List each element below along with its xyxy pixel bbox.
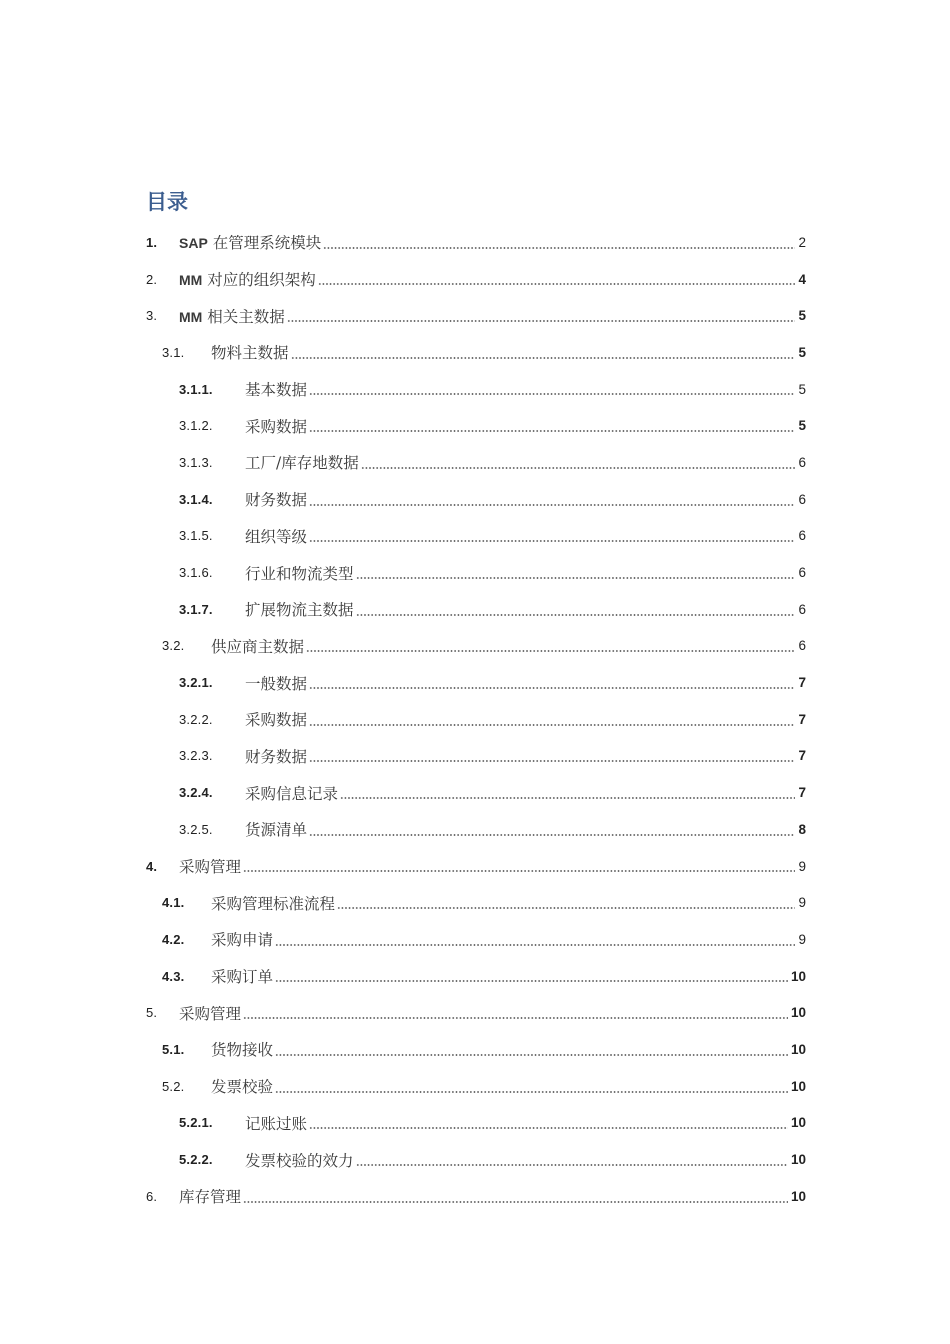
toc-entry-3-1-7[interactable] [0, 591, 950, 628]
toc-entry-number: 5.2.2. [179, 1152, 213, 1168]
toc-entry-3-1-6[interactable] [0, 554, 950, 591]
toc-entry-number: 3.1.3. [179, 454, 213, 470]
toc-entry-title [245, 1112, 309, 1134]
toc-entry-title-text: 组织等级 [245, 527, 308, 546]
toc-entry-title-text: 财务数据 [245, 491, 308, 510]
toc-entry-number: 3.2.4. [179, 785, 213, 801]
toc-entry-3-1-3[interactable] [0, 444, 950, 481]
toc-entry-title [211, 965, 275, 987]
toc-entry-page-number: 5 [795, 418, 806, 433]
toc-entry-3-1-5[interactable] [0, 518, 950, 555]
toc-entry-dot-leader [340, 797, 795, 799]
toc-entry-3-1-1[interactable] [0, 371, 950, 408]
toc-entry-dot-leader [275, 1054, 788, 1056]
toc-entry-page-number: 6 [795, 602, 806, 617]
toc-entry-title [211, 892, 337, 914]
toc-entry-2[interactable] [0, 261, 950, 298]
toc-entry-3-2[interactable] [0, 628, 950, 665]
toc-entry-title-text: 采购管理 [179, 1004, 242, 1023]
toc-entry-number: 3.2.3. [179, 748, 213, 764]
toc-entry-number: 5.1. [162, 1041, 185, 1057]
toc-entry-dot-leader [309, 1127, 788, 1129]
toc-entry-dot-leader [309, 393, 795, 395]
toc-entry-title-prefix: MM [179, 308, 203, 325]
toc-entry-4-1[interactable] [0, 884, 950, 921]
toc-entry-title [245, 525, 309, 547]
toc-entry-dot-leader [287, 320, 796, 322]
toc-entry-title [245, 451, 361, 473]
toc-entry-dot-leader [309, 504, 795, 506]
toc-entry-3-2-4[interactable] [0, 774, 950, 811]
toc-entry-number: 3.1.4. [179, 491, 213, 507]
toc-entry-4-3[interactable] [0, 958, 950, 995]
toc-entry-page-number: 10 [788, 1115, 806, 1130]
toc-entry-number: 3.2.5. [179, 821, 213, 837]
toc-entry-dot-leader [309, 540, 795, 542]
toc-entry-number: 4.3. [162, 968, 185, 984]
toc-entry-page-number: 7 [795, 785, 806, 800]
toc-entry-title-text: 采购管理标准流程 [211, 894, 336, 913]
toc-entry-title-text: 工厂/库存地数据 [245, 454, 359, 473]
toc-entry-title-prefix: MM [179, 272, 203, 289]
toc-entry-title [245, 562, 356, 584]
toc-entry-page-number: 7 [795, 675, 806, 690]
toc-entry-page-number: 4 [795, 272, 806, 287]
toc-entry-title [245, 818, 309, 840]
toc-entry-title [245, 378, 309, 400]
toc-entry-dot-leader [309, 430, 795, 432]
toc-entry-page-number: 8 [795, 822, 806, 837]
toc-entry-title [245, 672, 309, 694]
toc-entry-5-2-2[interactable] [0, 1141, 950, 1178]
toc-entry-title-text: 采购数据 [245, 711, 308, 730]
toc-entry-number: 3.1.1. [179, 381, 213, 397]
toc-entry-page-number: 10 [788, 1005, 806, 1020]
toc-entry-6[interactable] [0, 1178, 950, 1215]
toc-entry-page-number: 2 [795, 235, 806, 250]
toc-entry-1[interactable] [0, 224, 950, 261]
toc-entry-3-2-3[interactable] [0, 738, 950, 775]
toc-entry-title [245, 415, 309, 437]
toc-entry-number: 2. [146, 271, 158, 287]
toc-entry-5-1[interactable] [0, 1031, 950, 1068]
toc-entry-title-text: 供应商主数据 [211, 637, 305, 656]
toc-heading: 目录 [146, 190, 188, 214]
toc-entry-title-text: 扩展物流主数据 [245, 601, 354, 620]
toc-entry-number: 3.2.2. [179, 711, 213, 727]
toc-entry-title-text: 对应的组织架构 [202, 271, 316, 290]
toc-entry-dot-leader [243, 1017, 788, 1019]
toc-entry-page-number: 5 [795, 308, 806, 323]
toc-entry-dot-leader [356, 614, 796, 616]
toc-entry-title-text: 采购申请 [211, 931, 274, 950]
toc-entry-3-2-5[interactable] [0, 811, 950, 848]
toc-entry-dot-leader [361, 467, 796, 469]
toc-entry-number: 5.2.1. [179, 1115, 213, 1131]
toc-entry-dot-leader [337, 907, 795, 909]
toc-entry-title [179, 1002, 243, 1024]
toc-entry-title-text: 货源清单 [245, 821, 308, 840]
toc-entry-title-text: 一般数据 [245, 674, 308, 693]
toc-entry-number: 4.1. [162, 895, 185, 911]
toc-entry-dot-leader [306, 650, 795, 652]
toc-entry-title-text: 发票校验的效力 [245, 1151, 354, 1170]
toc-entry-number: 4. [146, 858, 158, 874]
toc-entry-title-text: 发票校验 [211, 1078, 274, 1097]
toc-entry-title [179, 268, 318, 290]
toc-entry-title-text: 记账过账 [245, 1114, 308, 1133]
toc-entry-title [245, 745, 309, 767]
toc-entry-4-2[interactable] [0, 921, 950, 958]
toc-entry-number: 6. [146, 1188, 158, 1204]
toc-entry-page-number: 5 [795, 345, 806, 360]
toc-entry-title-text: 相关主数据 [202, 307, 285, 326]
toc-entry-page-number: 9 [795, 859, 806, 874]
toc-entry-dot-leader [243, 870, 795, 872]
toc-entry-page-number: 9 [795, 895, 806, 910]
toc-entry-page-number: 6 [795, 638, 806, 653]
toc-entry-number: 1. [146, 234, 158, 250]
toc-entry-title-text: 基本数据 [245, 381, 308, 400]
toc-entry-3-2-1[interactable] [0, 664, 950, 701]
toc-entry-page-number: 5 [795, 382, 806, 397]
toc-entry-title [211, 928, 275, 950]
toc-entry-5[interactable] [0, 994, 950, 1031]
toc-entry-page-number: 6 [795, 565, 806, 580]
toc-entry-page-number: 6 [795, 528, 806, 543]
toc-entry-5-2-1[interactable] [0, 1105, 950, 1142]
toc-entry-number: 4.2. [162, 931, 185, 947]
toc-entry-page-number: 10 [788, 1079, 806, 1094]
toc-entry-dot-leader [275, 944, 795, 946]
toc-entry-dot-leader [275, 980, 788, 982]
toc-entry-3-1-4[interactable] [0, 481, 950, 518]
toc-entry-title [211, 341, 291, 363]
toc-entry-title [179, 855, 243, 877]
toc-entry-dot-leader [309, 760, 795, 762]
toc-entry-title [211, 635, 306, 657]
toc-entry-title [245, 708, 309, 730]
toc-entry-dot-leader [309, 687, 795, 689]
toc-entry-page-number: 9 [795, 932, 806, 947]
toc-entry-3[interactable] [0, 297, 950, 334]
toc-entry-title-text: 采购订单 [211, 968, 274, 987]
toc-entry-number: 3.1.2. [179, 418, 213, 434]
toc-entry-number: 3.2. [162, 638, 185, 654]
toc-entry-3-1[interactable] [0, 334, 950, 371]
toc-entry-title-text: 货物接收 [211, 1041, 274, 1060]
toc-entry-dot-leader [318, 283, 796, 285]
toc-entry-title-text: 库存管理 [179, 1188, 242, 1207]
toc-entry-title-text: 财务数据 [245, 747, 308, 766]
toc-entry-page-number: 10 [788, 1152, 806, 1167]
toc-entry-number: 3.1.6. [179, 565, 213, 581]
toc-entry-number: 5.2. [162, 1078, 185, 1094]
toc-entry-title [211, 1038, 275, 1060]
toc-entry-page-number: 6 [795, 455, 806, 470]
toc-entry-page-number: 10 [788, 969, 806, 984]
toc-entry-page-number: 7 [795, 748, 806, 763]
toc-entry-5-2[interactable] [0, 1068, 950, 1105]
toc-entry-number: 3.2.1. [179, 675, 213, 691]
toc-entry-title [245, 1149, 356, 1171]
toc-entry-title [179, 1185, 243, 1207]
toc-entry-page-number: 6 [795, 492, 806, 507]
toc-entry-dot-leader [243, 1201, 788, 1203]
toc-list [0, 224, 950, 1215]
toc-entry-dot-leader [275, 1091, 788, 1093]
toc-entry-dot-leader [309, 834, 795, 836]
toc-entry-title-text: 物料主数据 [211, 344, 289, 363]
toc-entry-page-number: 10 [788, 1189, 806, 1204]
toc-entry-number: 3.1. [162, 344, 185, 360]
toc-entry-3-1-2[interactable] [0, 407, 950, 444]
toc-entry-title [245, 488, 309, 510]
toc-entry-dot-leader [356, 577, 796, 579]
toc-entry-dot-leader [309, 724, 795, 726]
toc-entry-title-text: 行业和物流类型 [245, 564, 354, 583]
toc-entry-page-number: 10 [788, 1042, 806, 1057]
toc-entry-title [211, 1075, 275, 1097]
toc-entry-dot-leader [356, 1164, 788, 1166]
toc-entry-title-text: 采购信息记录 [245, 784, 339, 803]
toc-entry-number: 3.1.5. [179, 528, 213, 544]
toc-entry-4[interactable] [0, 848, 950, 885]
toc-entry-title [179, 305, 287, 327]
toc-entry-3-2-2[interactable] [0, 701, 950, 738]
toc-entry-number: 3.1.7. [179, 601, 213, 617]
toc-entry-page-number: 7 [795, 712, 806, 727]
toc-entry-title-text: 采购数据 [245, 417, 308, 436]
toc-entry-title-text: 在管理系统模块 [207, 234, 322, 253]
toc-entry-dot-leader [291, 357, 796, 359]
toc-entry-number: 5. [146, 1005, 158, 1021]
toc-entry-title [179, 231, 323, 253]
toc-entry-number: 3. [146, 308, 158, 324]
toc-entry-title-prefix: SAP [179, 235, 208, 252]
toc-entry-title-text: 采购管理 [179, 858, 242, 877]
toc-entry-title [245, 782, 340, 804]
toc-entry-dot-leader [323, 247, 795, 249]
toc-entry-title [245, 598, 356, 620]
